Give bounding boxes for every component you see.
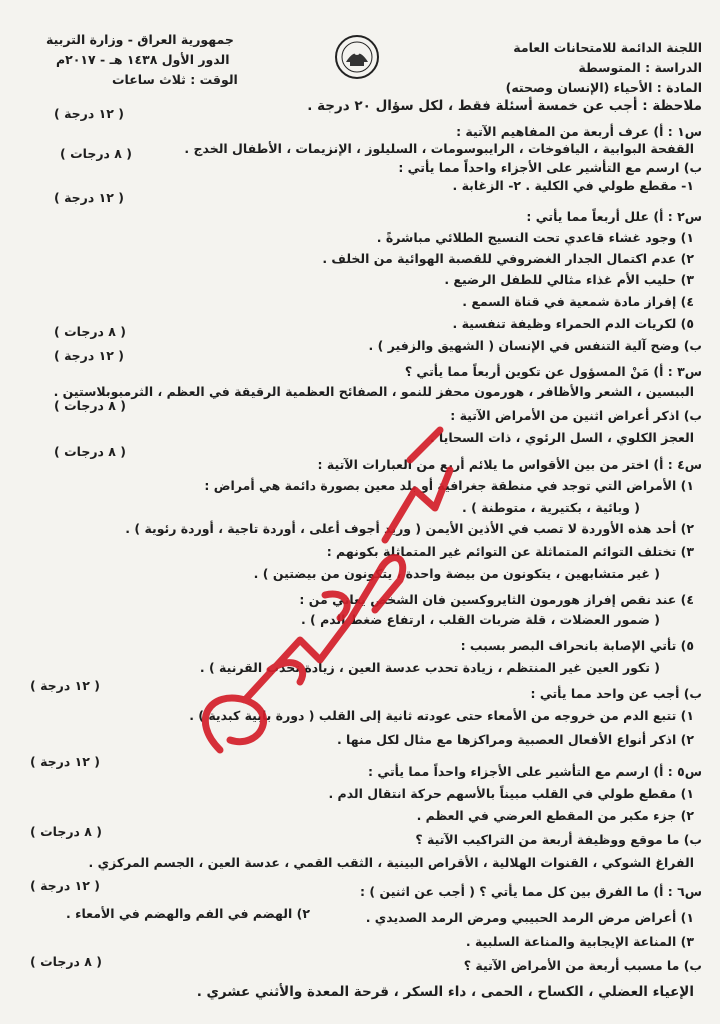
q6-part-b: ب) ما مسبب أربعة من الأمراض الآتية ؟ <box>463 958 702 973</box>
q3-part-b-items: العجز الكلوي ، السل الرئوي ، ذات السحايا . <box>429 430 694 445</box>
q6-marks-a: ( ١٢ درجة ) <box>30 878 100 893</box>
q2-marks-a: ( ١٢ درجة ) <box>54 190 124 205</box>
q2-item-5: ٥) لكريات الدم الحمراء وظيفة تنفسية . <box>452 316 694 331</box>
q5-part-b: ب) ما موقع ووظيفة أربعة من التراكيب الآتية ؟ <box>415 832 702 847</box>
q1-marks-a: ( ١٢ درجة ) <box>54 106 124 121</box>
q4-item-2: ٢) أحد هذه الأوردة لا تصب في الأذين الأيمن ( وريد أجوف أعلى ، أوردة تاجية ، أوردة رئوية ) . <box>125 521 694 536</box>
q5-item-2: ٢) جزء مكبر من المقطع العرضي في العظم . <box>416 808 694 823</box>
q2-part-b: ب) وضح آلية التنفس في الإنسان ( الشهيق والزفير ) . <box>368 338 702 353</box>
q4-item-1: ١) الأمراض التي توجد في منطقة جغرافية أو بلد معين بصورة دائمة هي أمراض : <box>204 478 694 493</box>
q5-item-1: ١) مقطع طولي في القلب مبيناً بالأسهم حركة انتقال الدم . <box>328 786 694 801</box>
q4-part-a: س٤ : أ) اختر من بين الأقواس ما يلائم أربع من العبارات الآتية : <box>317 457 702 472</box>
q4-item-4-options: ( ضمور العضلات ، قلة ضربات القلب ، ارتفاع ضغط الدم ) . <box>300 612 660 627</box>
study-level: الدراسة : المتوسطة <box>578 60 702 75</box>
q5-marks-a: ( ١٢ درجة ) <box>30 754 100 769</box>
q5-part-b-items: الفراغ الشوكي ، القنوات الهلالية ، الأقراص البينية ، الثقب القمي ، عدسة العين ، الجسم المركزي . <box>88 855 694 870</box>
q4-item-3: ٣) تختلف التوائم المتماثلة عن التوائم غير المتماثلة بكونهم : <box>326 544 694 559</box>
q6-part-b-items: الإعياء العضلي ، الكساح ، الحمى ، داء السكر ، قرحة المعدة والأثني عشري . <box>196 984 694 1000</box>
q4-part-b-2: ٢) اذكر أنواع الأفعال العصبية ومراكزها مع مثال لكل منها . <box>336 732 694 747</box>
q4-part-b-1: ١) تتبع الدم من خروجه من الأمعاء حتى عودته ثانية إلى القلب ( دورة بابية كبدية ) . <box>189 708 694 723</box>
exam-duration: الوقت : ثلاث ساعات <box>112 72 238 87</box>
q6-marks-b: ( ٨ درجات ) <box>30 954 103 969</box>
q6-item-3: ٣) المناعة الإيجابية والمناعة السلبية . <box>465 934 694 949</box>
q1-marks-b: ( ٨ درجات ) <box>60 146 133 161</box>
q6-item-1: ١) أعراض مرض الرمد الحبيبي ومرض الرمد الصديدي . <box>365 910 694 925</box>
q1-part-a-items: القفحة البوابية ، اليافوخات ، الرايبوسومات ، السليلوز ، الإنزيمات ، الأطفال الخدج . <box>184 141 694 156</box>
q4-item-1-options: ( وبائية ، بكتيرية ، متوطنة ) . <box>461 500 640 515</box>
exam-note: ملاحظة : أجب عن خمسة أسئلة فقط ، لكل سؤال ٢٠ درجة . <box>307 98 702 114</box>
q6-part-a: س٦ : أ) ما الفرق بين كل مما يأتي ؟ ( أجب عن اثنين ) : <box>360 884 702 899</box>
q2-item-4: ٤) إفراز مادة شمعية في قناة السمع . <box>462 294 694 309</box>
q2-item-2: ٢) عدم اكتمال الجدار الغضروفي للقصبة الهوائية من الخلف . <box>322 251 694 266</box>
q1-part-b: ب) ارسم مع التأشير على الأجزاء واحداً مما يأتي : <box>398 160 702 175</box>
ministry-title: جمهورية العراق - وزارة التربية <box>46 32 234 47</box>
committee-title: اللجنة الدائمة للامتحانات العامة <box>513 40 702 55</box>
q6-item-2: ٢) الهضم في الفم والهضم في الأمعاء . <box>66 906 310 921</box>
q1-part-b-items: ١- مقطع طولي في الكلية . ٢- الزغابة . <box>452 178 694 193</box>
q3-part-b: ب) اذكر أعراض اثنين من الأمراض الآتية : <box>450 408 702 423</box>
q4-marks-a: ( ٨ درجات ) <box>54 444 127 459</box>
q3-marks-a: ( ١٢ درجة ) <box>54 348 124 363</box>
q3-marks-b: ( ٨ درجات ) <box>54 398 127 413</box>
q4-item-5: ٥) تأتي الإصابة بانحراف البصر بسبب : <box>460 638 694 653</box>
q2-marks-b: ( ٨ درجات ) <box>54 324 127 339</box>
q3-part-a: س٣ : أ) مَنْ المسؤول عن تكوين أربعاً مما يأتي ؟ <box>404 364 702 379</box>
q4-item-4: ٤) عند نقص إفراز هورمون الثايروكسين فان الشخص يعاني من : <box>299 592 694 607</box>
q4-marks-b: ( ١٢ درجة ) <box>30 678 100 693</box>
q4-item-3-options: ( غير متشابهين ، يتكونون من بيضة واحدة ، يتكونون من بيضتين ) . <box>253 566 660 581</box>
ministry-seal-icon <box>334 34 380 80</box>
q2-item-3: ٣) حليب الأم غذاء مثالي للطفل الرضيع . <box>444 272 694 287</box>
q4-item-5-options: ( تكور العين غير المنتظم ، زيادة تحدب عدسة العين ، زيادة تحدب القرنية ) . <box>199 660 660 675</box>
q2-part-a: س٢ : أ) علل أربعاً مما يأتي : <box>526 209 702 224</box>
q2-item-1: ١) وجود غشاء قاعدي تحت النسيج الطلائي مباشرةً . <box>376 230 694 245</box>
q5-marks-b: ( ٨ درجات ) <box>30 824 103 839</box>
q4-part-b: ب) أجب عن واحد مما يأتي : <box>530 686 702 701</box>
q1-part-a: س١ : أ) عرف أربعة من المفاهيم الآتية : <box>456 124 702 139</box>
q5-part-a: س٥ : أ) ارسم مع التأشير على الأجزاء واحداً مما يأتي : <box>367 764 702 779</box>
subject: المادة : الأحياء (الإنسان وصحته) <box>505 80 702 95</box>
exam-session: الدور الأول ١٤٣٨ هـ - ٢٠١٧م <box>56 52 230 67</box>
q3-part-a-items: الببسين ، الشعر والأظافر ، هورمون محفز للنمو ، الصفائح العظمية الرقيقة في العظم ، الثرمبوبلاستين . <box>53 384 694 399</box>
